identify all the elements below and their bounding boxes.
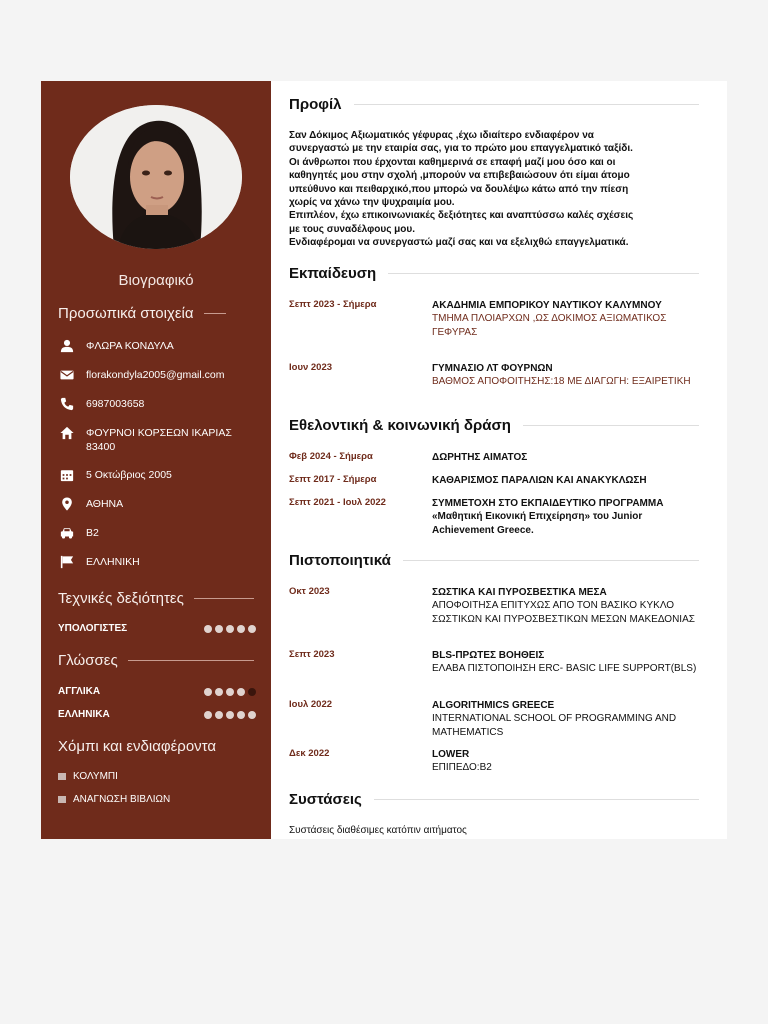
level-dot-filled (204, 625, 212, 633)
level-dot-filled (215, 688, 223, 696)
references-heading: Συστάσεις (289, 791, 699, 808)
resume-title: Βιογραφικό (118, 272, 194, 289)
personal-email: florakondyla2005@gmail.com (58, 368, 258, 382)
language-greek: ΕΛΛΗΝΙΚΑ (58, 709, 256, 720)
hobby-item: ΚΟΛΥΜΠΙ (58, 771, 118, 782)
hobbies-heading: Χόμπι και ενδιαφέροντα (58, 738, 217, 755)
profile-heading: Προφίλ (289, 96, 699, 113)
certificates-heading: Πιστοποιητικά (289, 552, 699, 569)
car-icon (58, 526, 76, 540)
personal-address: ΦΟΥΡΝΟΙ ΚΟΡΣΕΩΝ ΙΚΑΡΙΑΣ 83400 (58, 426, 258, 454)
personal-nationality: ΕΛΛΗΝΙΚΗ (58, 555, 258, 569)
level-dot-filled (237, 625, 245, 633)
level-dot-filled (215, 625, 223, 633)
flag-icon (58, 555, 76, 569)
level-dot-filled (204, 711, 212, 719)
level-dot-filled (237, 711, 245, 719)
language-level-dots (204, 688, 256, 696)
home-icon (58, 426, 76, 440)
level-dot-empty (248, 688, 256, 696)
calendar-icon (58, 468, 76, 482)
hobby-item: ΑΝΑΓΝΩΣΗ ΒΙΒΛΙΩΝ (58, 794, 170, 805)
level-dot-filled (204, 688, 212, 696)
language-english: ΑΓΓΛΙΚΑ (58, 686, 256, 697)
level-dot-filled (226, 711, 234, 719)
personal-license: B2 (58, 526, 258, 540)
language-level-dots (204, 711, 256, 719)
skill-computers: ΥΠΟΛΟΓΙΣΤΕΣ (58, 623, 256, 634)
tech-skills-heading: Τεχνικές δεξιότητες (58, 590, 254, 607)
level-dot-filled (237, 688, 245, 696)
level-dot-filled (226, 625, 234, 633)
personal-phone: 6987003658 (58, 397, 258, 411)
profile-photo (70, 105, 242, 249)
level-dot-filled (226, 688, 234, 696)
skill-level-dots (204, 625, 256, 633)
personal-birthdate: 5 Οκτώβριος 2005 (58, 468, 258, 482)
references-text: Συστάσεις διαθέσιμες κατόπιν αιτήματος (289, 825, 467, 836)
personal-city: ΑΘΗΝΑ (58, 497, 258, 511)
profile-text: Σαν Δόκιμος Αξιωματικός γέφυρας ,έχω ιδιαίτερο ενδιαφέρον να συνεργαστώ με την εταιρία σας, για το πρώτο μου επαγγελματικό ταξίδι. Οι άνθρωποι που έρχονται καθημερινά σε επαφή μαζί μου όσο και οι καθηγητές μου στην σχολή ,μπορούν να επιβεβαιώσουν ότι είμαι άτομο υπεύθυνο και πειθαρχικό,που μπορώ να δουλέψω κάτω από την πίεση χωρίς να χάνω την ψυχραιμία μου. Επιπλέον, έχω επικοινωνιακές δεξιότητες και αναπτύσσω καλές σχέσεις με τους συναδέλφους μου. Ενδιαφέρομαι να συνεργαστώ μαζί σας και να εξελιχθώ επαγγελματικά. (289, 130, 634, 249)
envelope-icon (58, 368, 76, 382)
bullet-square-icon (58, 796, 66, 803)
level-dot-filled (215, 711, 223, 719)
sidebar (41, 81, 271, 839)
user-icon (58, 339, 76, 353)
personal-info-heading: Προσωπικά στοιχεία (58, 305, 254, 322)
personal-name: ΦΛΩΡΑ ΚΟΝΔΥΛΑ (58, 339, 258, 353)
phone-icon (58, 397, 76, 411)
location-pin-icon (58, 497, 76, 511)
volunteer-heading: Εθελοντική & κοινωνική δράση (289, 417, 699, 434)
languages-heading: Γλώσσες (58, 652, 254, 669)
education-heading: Εκπαίδευση (289, 265, 699, 282)
resume-page: Βιογραφικό Προσωπικά στοιχεία ΦΛΩΡΑ ΚΟΝΔΥΛΑ florakondyla2005@gmail.com 6987003658 ΦΟΥΡΝΟΙ ΚΟΡΣΕΩΝ ΙΚΑΡΙΑΣ 83400 5 Οκτώβριος 2005 ΑΘΗΝΑ B2 ΕΛΛΗΝΙΚΗ Τεχνικές δεξιότητες ΥΠΟΛΟΓΙΣΤΕΣ Γλώσσες ΑΓΓΛΙΚΑ ΕΛΛΗΝΙΚΑ Χόμπι και ενδιαφέροντα ΚΟΛΥΜΠΙ ΑΝΑΓΝΩΣΗ ΒΙΒΛΙΩΝ Προφίλ Σαν Δόκιμος Αξιωματικός γέφυρας ,έχω ιδιαίτερο ενδιαφέρον να συνεργαστώ με την εταιρία σας, για το πρώτο μου επαγγελματικό ταξίδι. Οι άνθρωποι που έρχονται καθημερινά σε επαφή μαζί μου όσο και οι καθηγητές μου στην σχολή ,μπορούν να επιβεβαιώσουν ότι είμαι άτομο υπεύθυνο και πειθαρχικό,που μπορώ να δουλέψω κάτω από την πίεση χωρίς να χάνω την ψυχραιμία μου. Επιπλέον, έχω επικοινωνιακές δεξιότητες και αναπτύσσω καλές σχέσεις με τους συναδέλφους μου. Ενδιαφέρομαι να συνεργαστώ μαζί σας και να εξελιχθώ επαγγελματικά. Εκπαίδευση Σεπτ 2023 - Σήμερα ΑΚΑΔΗΜΙΑ ΕΜΠΟΡΙΚΟΥ ΝΑΥΤΙΚΟΥ ΚΑΛΥΜΝΟΥ ΤΜΗΜΑ ΠΛΟΙΑΡΧΩΝ ,ΩΣ ΔΟΚΙΜΟΣ ΑΞΙΩΜΑΤΙΚΟΣ ΓΕΦΥΡΑΣ Ιουν 2023 ΓΥΜΝΑΣΙΟ ΛΤ ΦΟΥΡΝΩΝ ΒΑΘΜΟΣ ΑΠΟΦΟΙΤΗΣΗΣ:18 ΜΕ ΔΙΑΓΩΓΗ: ΕΞΑΙΡΕΤΙΚΗ Εθελοντική & κοινωνική δράση Φεβ 2024 - Σήμερα ΔΩΡΗΤΗΣ ΑΙΜΑΤΟΣ Σεπτ 2017 - Σήμερα ΚΑΘΑΡΙΣΜΟΣ ΠΑΡΑΛΙΩΝ ΚΑΙ ΑΝΑΚΥΚΛΩΣΗ Σεπτ 2021 - Ιουλ 2022 ΣΥΜΜΕΤΟΧΗ ΣΤΟ ΕΚΠΑΙΔΕΥΤΙΚΟ ΠΡΟΓΡΑΜΜΑ «Μαθητική Εικονική Επιχείρηση» του Junior Achievement Greece. Πιστοποιητικά Οκτ 2023 ΣΩΣΤΙΚΑ ΚΑΙ ΠΥΡΟΣΒΕΣΤΙΚΑ ΜΕΣΑ ΑΠΟΦΟΙΤΗΣΑ ΕΠΙΤΥΧΩΣ ΑΠΟ ΤΟΝ ΒΑΣΙΚΟ ΚΥΚΛΟ ΣΩΣΤΙΚΩΝ ΚΑΙ ΠΥΡΟΣΒΕΣΤΙΚΩΝ ΜΕΣΩΝ ΜΑΚΕΔΟΝΙΑΣ Σεπτ 2023 BLS-ΠΡΩΤΕΣ ΒΟΗΘΕΙΣ ΕΛΑΒΑ ΠΙΣΤΟΠΟΙΗΣΗ ERC- BASIC LIFE SUPPORT(BLS) Ιουλ 2022 ALGORITHMICS GREECE INTERNATIONAL SCHOOL OF PROGRAMMING AND MATHEMATICS Δεκ 2022 LOWER ΕΠΙΠΕΔΟ:Β2 Συστάσεις Συστάσεις διαθέσιμες κατόπιν αιτήματος (41, 81, 727, 839)
level-dot-filled (248, 711, 256, 719)
level-dot-filled (248, 625, 256, 633)
bullet-square-icon (58, 773, 66, 780)
